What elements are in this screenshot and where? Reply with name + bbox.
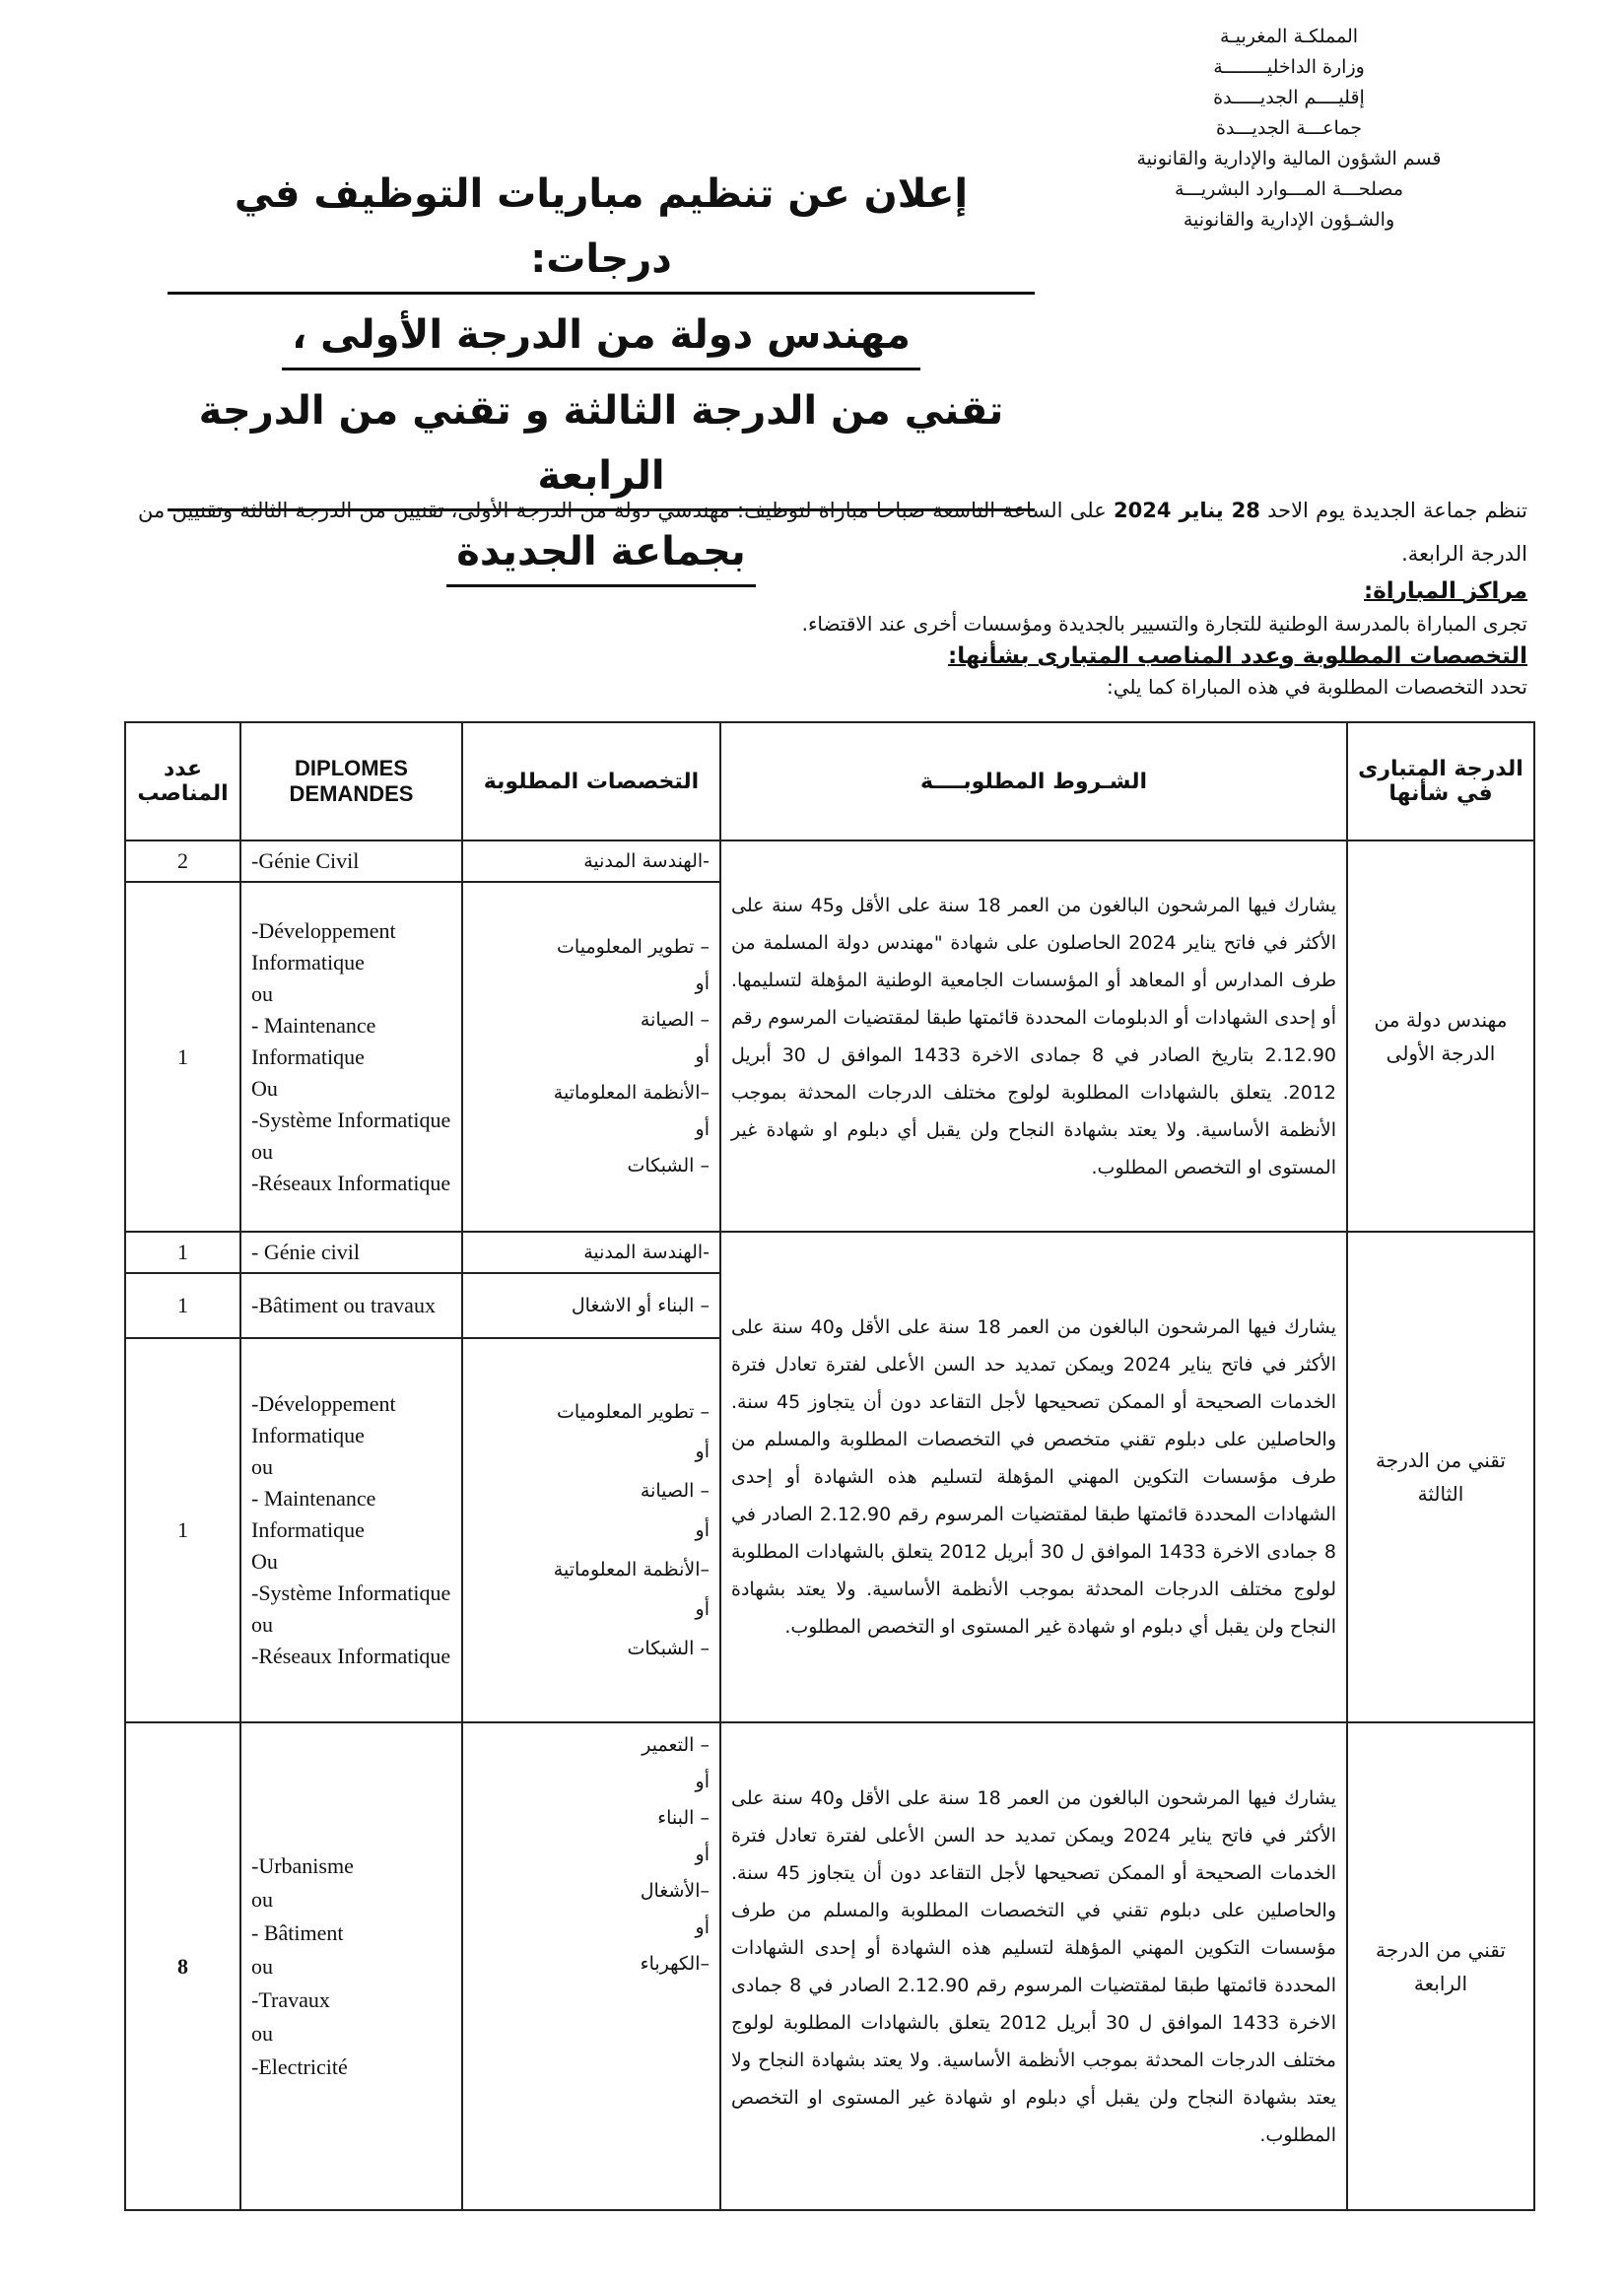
specialty-cell: -الهندسة المدنية <box>462 1232 720 1273</box>
diplomas-cell: -Développement Informatique ou - Maintenance Informatique Ou -Système Informatique ou -Réseaux Informatique <box>240 882 462 1232</box>
specialty-cell: -الهندسة المدنية <box>462 840 720 882</box>
header-grade: الدرجة المتبارى في شأنها <box>1347 722 1534 840</box>
letterhead-line: إقليــــم الجديـــــدة <box>1213 87 1365 108</box>
letterhead-line: وزارة الداخليــــــــة <box>1213 56 1365 78</box>
letterhead-line: والشـؤون الإدارية والقانونية <box>1183 209 1395 231</box>
positions-table <box>124 721 1535 2211</box>
letterhead-line: جماعـــة الجديـــدة <box>1215 117 1362 139</box>
diplomas-cell: -Bâtiment ou travaux <box>240 1273 462 1338</box>
posts-count: 1 <box>125 882 240 1232</box>
specialty-cell: – تطوير المعلوميات أو – الصيانة أو –الأنظمة المعلوماتية أو – الشبكات <box>462 882 720 1232</box>
posts-count: 1 <box>125 1273 240 1338</box>
letterhead-line: المملكـة المغربيـة <box>1219 26 1359 47</box>
table-row <box>125 1232 1534 1273</box>
posts-count: 1 <box>125 1232 240 1273</box>
posts-count: 8 <box>125 1722 240 2210</box>
centers-heading: مراكز المباراة: <box>1364 578 1527 604</box>
intro-block <box>138 489 1527 702</box>
conditions-cell: يشارك فيها المرشحون البالغون من العمر 18 سنة على الأقل و45 سنة على الأكثر في فاتح يناير 2024 الحاصلون على شهادة "مهندس دولة المسلمة من طرف المدارس أو المعاهد أو المؤسسات الجامعية الوطنية المؤهلة لتسليمها. أو إحدى الشهادات أو الدبلومات المحددة قائمتها طبقا لمقتضيات المرسوم رقم 2.12.90 بتاريخ الصادر في 8 جمادى الاخرة 1433 الموافق ل 30 أبريل 2012. يتعلق بالشهادات المطلوبة لولوج مختلف الدرجات المحدثة بموجب الأنظمة الأساسية. ولا يعتد بشهادة النجاح ولن يقبل أي دبلوم او شهادة غير المستوى او التخصص المطلوب. <box>720 840 1347 1232</box>
letterhead-line: قسم الشؤون المالية والإدارية والقانونية <box>1136 148 1442 169</box>
header-conditions: الشـروط المطلوبــــة <box>720 722 1347 840</box>
intro-paragraph: تنظم جماعة الجديدة يوم الاحد 28 يناير 2024 على الساعة التاسعة صباحا مباراة لتوظيف: مهندسي دولة من الدرجة الأولى، تقنيين من الدرجة الثالثة وتقنيين من الدرجة الرابعة. <box>138 499 1527 566</box>
specialties-text: تحدد التخصصات المطلوبة في هذه المباراة كما يلي: <box>1106 675 1527 699</box>
specialties-heading: التخصصات المطلوبة وعدد المناصب المتبارى بشأنها: <box>948 643 1527 669</box>
title-line: تقني من الدرجة الثالثة و تقني من الدرجة الرابعة <box>168 378 1035 511</box>
letterhead-line: مصلحـــة المـــوارد البشريـــة <box>1174 178 1404 200</box>
posts-count: 2 <box>125 840 240 882</box>
centers-text: تجرى المباراة بالمدرسة الوطنية للتجارة والتسيير بالجديدة ومؤسسات أخرى عند الاقتضاء. <box>801 612 1527 636</box>
diplomas-cell: -Développement Informatique ou - Maintenance Informatique Ou -Système Informatique ou -Réseaux Informatique <box>240 1338 462 1722</box>
exam-date: 28 يناير 2024 <box>1114 499 1260 522</box>
header-posts: عدد المناصب <box>125 722 240 840</box>
table-row <box>125 1722 1534 2210</box>
specialty-cell: – تطوير المعلوميات أو – الصيانة أو –الأنظمة المعلوماتية أو – الشبكات <box>462 1338 720 1722</box>
specialty-cell: – البناء أو الاشغال <box>462 1273 720 1338</box>
title-line: بجماعة الجديدة <box>446 519 756 587</box>
grade-cell: تقني من الدرجة الرابعة <box>1347 1722 1534 2210</box>
diplomas-cell: -Génie Civil <box>240 840 462 882</box>
diplomas-cell: -Urbanisme ou - Bâtiment ou -Travaux ou -Electricité <box>240 1722 462 2210</box>
title-line: إعلان عن تنظيم مباريات التوظيف في درجات: <box>168 162 1035 295</box>
diplomas-cell: - Génie civil <box>240 1232 462 1273</box>
table-row <box>125 840 1534 882</box>
conditions-cell: يشارك فيها المرشحون البالغون من العمر 18 سنة على الأقل و40 سنة على الأكثر في فاتح يناير 2024 ويمكن تمديد حد السن الأعلى لفترة تعادل فترة الخدمات الصحيحة أو الممكن تصحيحها لأجل التقاعد دون أن يتجاوز 45 سنة. والحاصلين على دبلوم تقني في التخصصات المطلوبة والمسلم من طرف مؤسسات التكوين المهني المؤهلة لتسليم هذه الشهادة أو إحدى الشهادات المحددة قائمتها طبقا لمقتضيات المرسوم رقم 2.12.90 الصادر في 8 جمادى الاخرة 1433 الموافق ل 30 أبريل 2012 يتعلق بالشهادات المطلوبة لولوج مختلف الدرجات المحدثة بموجب الأنظمة الأساسية. ولا يعتد بشهادة النجاح ولا يعتد بشهادة النجاح ولن يقبل أي دبلوم او شهادة غير المستوى او التخصص المطلوب. <box>720 1722 1347 2210</box>
conditions-cell: يشارك فيها المرشحون البالغون من العمر 18 سنة على الأقل و40 سنة على الأكثر في فاتح يناير 2024 ويمكن تمديد حد السن الأعلى لفترة تعادل فترة الخدمات الصحيحة أو الممكن تصحيحها لأجل التقاعد دون أن يتجاوز 45 سنة. والحاصلين على دبلوم تقني متخصص في التخصصات المطلوبة والمسلم من طرف مؤسسات التكوين المهني المؤهلة لتسليم هذه الشهادة أو إحدى الشهادات المحددة قائمتها طبقا لمقتضيات المرسوم رقم 2.12.90 الصادر في 8 جمادى الاخرة 1433 الموافق ل 30 أبريل 2012 يتعلق بالشهادات المطلوبة لولوج مختلف الدرجات المحدثة بموجب الأنظمة الأساسية. ولا يعتد بشهادة النجاح ولن يقبل أي دبلوم او شهادة غير المستوى او التخصص المطلوب. <box>720 1232 1347 1722</box>
grade-cell: تقني من الدرجة الثالثة <box>1347 1232 1534 1722</box>
table-header-row <box>125 722 1534 840</box>
header-diplomas: DIPLOMES DEMANDES <box>240 722 462 840</box>
specialty-cell: – التعمير أو – البناء أو –الأشغال أو –الكهرباء <box>462 1722 720 2210</box>
grade-cell: مهندس دولة من الدرجة الأولى <box>1347 840 1534 1232</box>
title-line: مهندس دولة من الدرجة الأولى ، <box>282 303 920 370</box>
letterhead <box>1062 22 1516 235</box>
posts-count: 1 <box>125 1338 240 1722</box>
header-specialties: التخصصات المطلوبة <box>462 722 720 840</box>
